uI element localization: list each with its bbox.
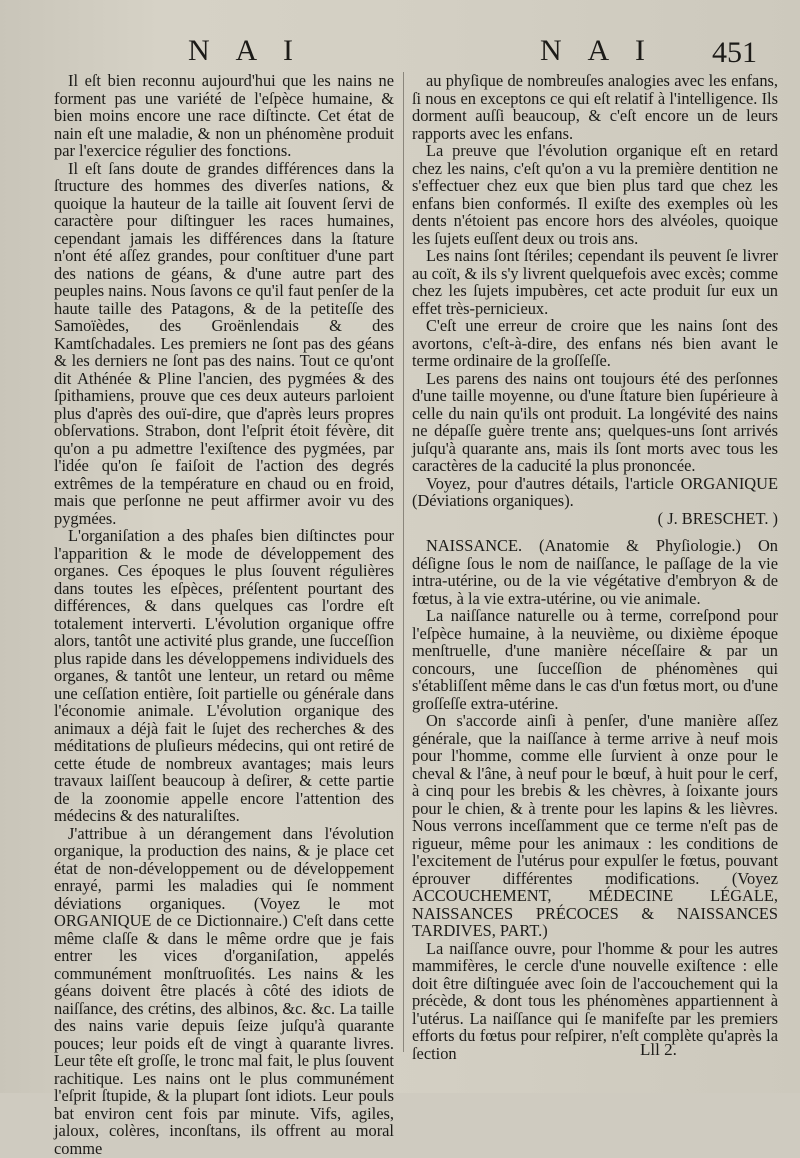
author-signature: ( J. BRESCHET. ) [657,508,778,528]
paragraph: Les parens des nains ont toujours été des perſonnes d'une taille moyenne, ou d'une ſtature bien ſupérieure à celle du nain qu'ils ont produit. La longévité des nains ne dépaſſe guère trente ans; quelques-uns ſont arrivés juſqu'à quarante ans, mais ils ſont morts avec tous les caractères de la caducité la plus prononcée. [412,368,778,475]
header-left-title: N A I [188,34,304,67]
paragraph: La naiſſance naturelle ou à terme, correſpond pour l'eſpèce humaine, à la neuvième, ou dixième époque menſtruelle, d'une manière néceſſaire & par un concours, une ſucceſſion de phénomènes qui s'établiſſent même dans le cas d'un fœtus mort, ou d'une groſſeſſe extra-utérine. [412,606,778,713]
page-number: 451 [712,36,757,69]
paragraph: Voyez, pour d'autres détails, l'article ORGANIQUE (Déviations organiques). [412,473,778,510]
article-naissance [412,537,778,1062]
paragraph: C'eſt une erreur de croire que les nains ſont des avortons, c'eſt-à-dire, des enfans nés bien avant le terme ordinaire de la groſſeſſe. [412,316,778,370]
signature-mark: Lll 2. [640,1040,677,1059]
column-divider [403,72,404,1052]
paragraph: NAISSANCE. (Anatomie & Phyſiologie.) On déſigne ſous le nom de naiſſance, le paſſage de la vie intra-utérine, ou de la vie végétative d'embryon & de fœtus, à la vie extra-utérine, ou vie animale. [412,536,778,608]
paragraph: La preuve que l'évolution organique eſt en retard chez les nains, c'eſt qu'on a vu la première dentition ne s'effectuer chez eux que bien plus tard que chez les enfans bien conformés. Il exiſte des exemples où les dents n'étoient pas encore hors des alvéoles, quoique les ſujets euſſent deux ou trois ans. [412,141,778,248]
paragraph: L'organiſation a des phaſes bien diſtinctes pour l'apparition & le mode de développement des organes. Ces époques le plus ſouvent régulières dans toutes les eſpèces, préſentent pourtant des différences, & dans quelques cas l'ordre eſt totalement interverti. L'évolution organique offre alors, tantôt une activité plus grande, une ſucceſſion plus rapide dans les développemens individuels des organes, & tantôt une lenteur, un retard ou même une ceſſation entière, ſoit partielle ou générale dans l'économie animale. L'évolution organique des animaux a déjà fait le ſujet des recherches & des méditations de pluſieurs médecins, qui ont retiré de cette étude de nombreux avantages; mais leurs travaux laiſſent beaucoup à deſirer, & cette partie de la zoonomie appelle encore l'attention des médecins & des naturaliſtes. [54,526,394,825]
left-column [54,72,394,1157]
paragraph: Les nains ſont ſtériles; cependant ils peuvent ſe livrer au coït, & ils s'y livrent quelquefois avec excès; comme chez les ſujets impubères, cet acte produit ſur eux un effet très-pernicieux. [412,246,778,318]
header-right-title: N A I [540,34,656,67]
right-column [412,72,778,1062]
paragraph: au phyſique de nombreuſes analogies avec les enfans, ſi nous en exceptons ce qui eſt relatif à l'intelligence. Ils dorment auſſi beaucoup, & c'eſt encore un de leurs rapports avec les enfans. [412,71,778,143]
paragraph: On s'accorde ainſi à penſer, d'une manière aſſez générale, que la naiſſance à terme arrive à neuf mois pour l'homme, comme elle ſurvient à onze pour le cheval & l'âne, à neuf pour le bœuf, à huit pour le cerf, à cinq pour les brebis & les chèvres, à ſoixante jours pour le chien, & à trente pour les lapins & les lièvres. Nous verrons inceſſamment que ce terme n'eſt pas de rigueur, même pour les animaux : les conditions de l'excitement de l'utérus pour expulſer le fœtus, pouvant éprouver différentes modifications. (Voyez ACCOUCHEMENT, MÉDECINE LÉGALE, NAISSANCES PRÉCOCES & NAISSANCES TARDIVES, PART.) [412,711,778,940]
paragraph: J'attribue à un dérangement dans l'évolution organique, la production des nains, & je place cet état de non-développement ou de développement enrayé, parmi les maladies qui ſe nomment déviations organiques. (Voyez le mot ORGANIQUE de ce Dictionnaire.) C'eſt dans cette même claſſe & dans le même ordre que je fais entrer les vices d'organiſation, appelés communément monſtruoſités. Les nains & les géans doivent être placés à côté des idiots de naiſſance, des crétins, des albinos, &c. &c. La taille des nains varie depuis ſeize juſqu'à quarante pouces; leur poids eſt de vingt à quarante livres. Leur tête eſt groſſe, le tronc mal fait, le plus ſouvent rachitique. Les nains ont le plus communément l'eſprit ſtupide, & la plupart ſont idiots. Leur pouls bat environ cent fois par minute. Vifs, agiles, jaloux, colères, inconſtans, ils offrent au moral comme [54,823,394,1158]
paragraph: Il eſt bien reconnu aujourd'hui que les nains ne forment pas une variété de l'eſpèce humaine, & bien moins encore une race diſtincte. Cet état de nain eſt une maladie, & non un phénomène produit par l'exercice régulier des fonctions. [54,71,394,160]
running-header [0,34,800,70]
paragraph: Il eſt ſans doute de grandes différences dans la ſtructure des hommes des diverſes nations, & quoique la hauteur de la taille ait ſouvent ſervi de caractère pour diſtinguer les races humaines, cependant jamais les différences dans la ſtature n'ont été aſſez grandes, pour conſtituer d'une part des nations de géans, & d'une autre part des peuples nains. Nous ſavons ce qu'il faut penſer de la haute taille des Patagons, & de la petiteſſe des Samoïèdes, des Groënlendais & des Kamtſchadales. Les premiers ne ſont pas des géans & les derniers ne ſont pas des nains. Tout ce qu'ont dit Athénée & Pline l'ancien, des pygmées & des ſpithamiens, prouve que ces deux auteurs parloient plus d'après des ouï-dire, que d'après leurs propres obſervations. Strabon, dont l'eſprit étoit févère, dit qu'on a pu admettre l'exiſtence des pygmées, par l'idée qu'on ſe faiſoit de l'action des degrés extrêmes de la température en chaud ou en froid, mais que perſonne ne peut affirmer avoir vu des pygmées. [54,158,394,528]
paragraph: La naiſſance ouvre, pour l'homme & pour les autres mammifères, le cercle d'une nouvelle exiſtence : elle doit être diſtinguée avec ſoin de l'accouchement qui la précède, & dont tous les phénomènes appartiennent à l'utérus. La naiſſance qui ſe manifeſte par les premiers efforts du fœtus pour reſpirer, n'eſt complète qu'après la ſection [412,938,778,1063]
